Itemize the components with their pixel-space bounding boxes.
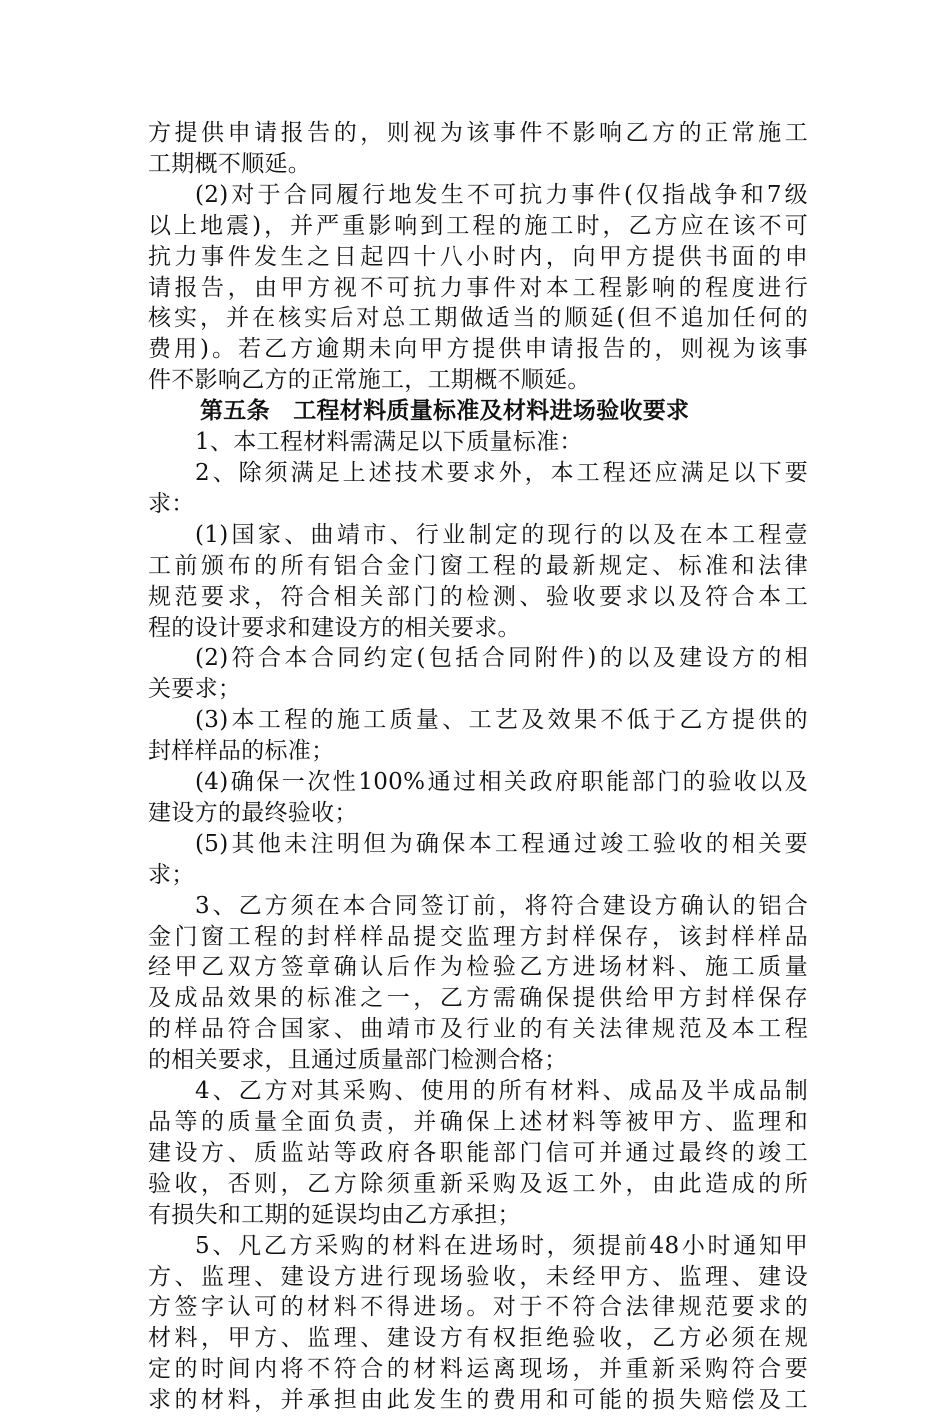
text-line: 定的时间内将不符合的材料运离现场，并重新采购符合要 [148, 1356, 808, 1383]
text-line: 经甲乙双方签章确认后作为检验乙方进场材料、施工质量 [148, 954, 808, 981]
text-line: 请报告，由甲方视不可抗力事件对本工程影响的程度进行 [148, 274, 808, 301]
paragraph-item-5 [148, 1231, 808, 1416]
text-line: 工前颁布的所有铝合金门窗工程的最新规定、标准和法律 [148, 552, 808, 579]
text-line: (1)国家、曲靖市、行业制定的现行的以及在本工程壹 [195, 521, 808, 548]
text-line: 2、除须满足上述技术要求外，本工程还应满足以下要 [195, 459, 808, 486]
document-page [148, 118, 808, 1416]
text-line: 1、本工程材料需满足以下质量标准： [195, 429, 583, 456]
text-line: 及成品效果的标准之一，乙方需确保提供给甲方封样保存 [148, 985, 808, 1012]
text-line: 验收，否则，乙方除须重新采购及返工外，由此造成的所 [148, 1170, 808, 1197]
text-line: 方、监理、建设方进行现场验收，未经甲方、监理、建设 [148, 1263, 808, 1290]
paragraph-item-2-4 [148, 767, 808, 829]
paragraph-p-force-majeure [148, 180, 808, 396]
paragraph-item-2-3 [148, 705, 808, 767]
text-line: (2)对于合同履行地发生不可抗力事件(仅指战争和7级 [195, 181, 808, 208]
text-line: 以上地震)，并严重影响到工程的施工时，乙方应在该不可 [148, 212, 808, 239]
text-line: 抗力事件发生之日起四十八小时内，向甲方提供书面的申 [148, 243, 808, 270]
text-line: 方签字认可的材料不得进场。对于不符合法律规范要求的 [148, 1294, 808, 1321]
text-line: 关要求； [148, 676, 242, 703]
text-line: 4、乙方对其采购、使用的所有材料、成品及半成品制 [195, 1078, 808, 1105]
text-line: 的样品符合国家、曲靖市及行业的有关法律规范及本工程 [148, 1016, 808, 1043]
text-line: 3、乙方须在本合同签订前，将符合建设方确认的铝合 [195, 892, 808, 919]
text-line: (5)其他未注明但为确保本工程通过竣工验收的相关要 [195, 830, 808, 857]
text-line: 求： [148, 490, 195, 517]
paragraph-item-1 [148, 427, 808, 458]
text-line: 方提供申请报告的，则视为该事件不影响乙方的正常施工 [148, 120, 808, 146]
text-line: 建设方的最终验收； [148, 799, 358, 826]
paragraph-item-3 [148, 891, 808, 1076]
text-line: 件不影响乙方的正常施工，工期概不顺延。 [148, 367, 591, 394]
text-line: (4)确保一次性100%通过相关政府职能部门的验收以及 [195, 769, 808, 796]
paragraph-item-2-1 [148, 520, 808, 644]
text-line: 材料，甲方、监理、建设方有权拒绝验收，乙方必须在规 [148, 1325, 808, 1352]
text-line: (3)本工程的施工质量、工艺及效果不低于乙方提供的 [195, 707, 808, 734]
text-line: 程的设计要求和建设方的相关要求。 [148, 614, 521, 641]
paragraph-p-cont [148, 118, 808, 180]
paragraph-item-2 [148, 458, 808, 520]
text-line: 金门窗工程的封样样品提交监理方封样保存，该封样样品 [148, 923, 808, 950]
text-line: 5、凡乙方采购的材料在进场时，须提前48小时通知甲 [195, 1232, 808, 1259]
text-line: 有损失和工期的延误均由乙方承担； [148, 1201, 521, 1228]
paragraph-item-2-5 [148, 829, 808, 891]
text-line: 品等的质量全面负责，并确保上述材料等被甲方、监理和 [148, 1109, 808, 1135]
text-line: 封样样品的标准； [148, 738, 335, 765]
text-line: 费用)。若乙方逾期未向甲方提供申请报告的，则视为该事 [148, 336, 808, 363]
text-line: 规范要求，符合相关部门的检测、验收要求以及符合本工 [148, 583, 808, 610]
text-line: 第五条 工程材料质量标准及材料进场验收要求 [200, 397, 690, 425]
text-line: 求的材料，并承担由此发生的费用和可能的损失赔偿及工 [148, 1387, 808, 1414]
text-line: 建设方、质监站等政府各职能部门信可并通过最终的竣工 [148, 1139, 808, 1166]
text-line: 的相关要求，且通过质量部门检测合格； [148, 1047, 568, 1074]
text-line: 工期概不顺延。 [148, 150, 312, 177]
text-line: 求； [148, 861, 195, 888]
paragraph-item-2-2 [148, 643, 808, 705]
text-line: (2)符合本合同约定(包括合同附件)的以及建设方的相 [195, 645, 808, 672]
section-heading [148, 396, 808, 427]
paragraph-item-4 [148, 1076, 808, 1231]
text-line: 核实，并在核实后对总工期做适当的顺延(但不追加任何的 [148, 305, 808, 332]
